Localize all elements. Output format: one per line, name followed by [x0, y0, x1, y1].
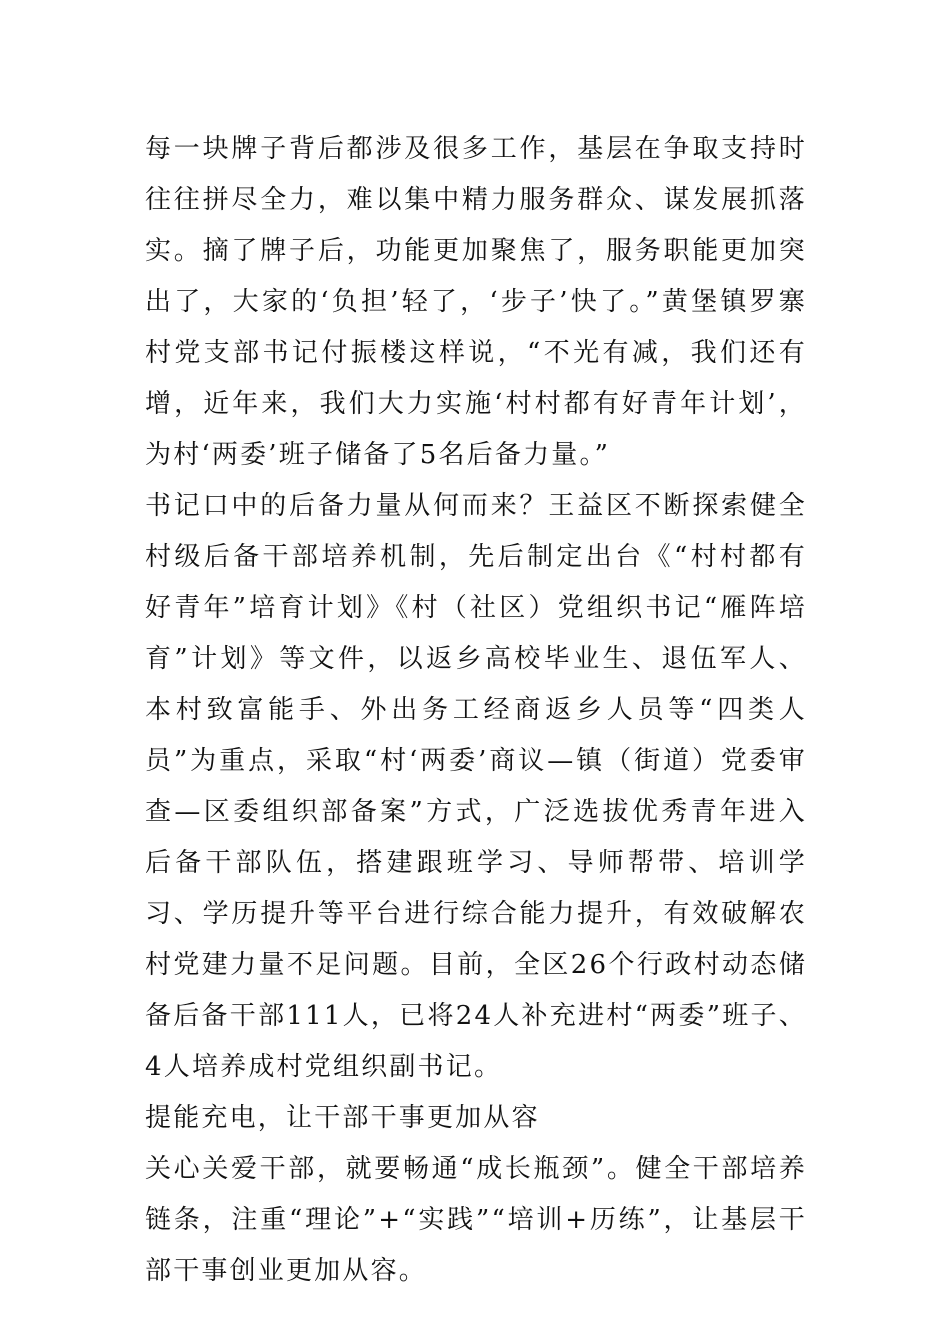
paragraph-3: 关心关爱干部，就要畅通“成长瓶颈”。健全干部培养链条，注重“理论”+“实践”“培训+历练”，让基层干部干事创业更加从容。 [145, 1154, 807, 1286]
paragraph-2: 书记口中的后备力量从何而来？王益区不断探索健全村级后备干部培养机制，先后制定出台《“村村都有好青年”培育计划》《村（社区）党组织书记“雁阵培育”计划》等文件，以返乡高校毕业生、退伍军人、本村致富能手、外出务工经商返乡人员等“四类人员”为重点，采取“村‘两委’商议—镇（街道）党委审查—区委组织部备案”方式，广泛选拔优秀青年进入后备干部队伍，搭建跟班学习、导师帮带、培训学习、学历提升等平台进行综合能力提升，有效破解农村党建力量不足问题。目前，全区26个行政村动态储备后备干部111人，已将24人补充进村“两委”班子、4人培养成村党组织副书记。 [145, 491, 807, 1082]
paragraph-1: 每一块牌子背后都涉及很多工作，基层在争取支持时往往拼尽全力，难以集中精力服务群众、谋发展抓落实。摘了牌子后，功能更加聚焦了，服务职能更加突出了，大家的‘负担’轻了，‘步子’快了。”黄堡镇罗寨村党支部书记付振楼这样说，“不光有减，我们还有增，近年来，我们大力实施‘村村都有好青年计划’，为村‘两委’班子储备了5名后备力量。” [145, 134, 807, 470]
document-body [145, 124, 807, 1297]
section-heading: 提能充电，让干部干事更加从容 [145, 1103, 540, 1133]
